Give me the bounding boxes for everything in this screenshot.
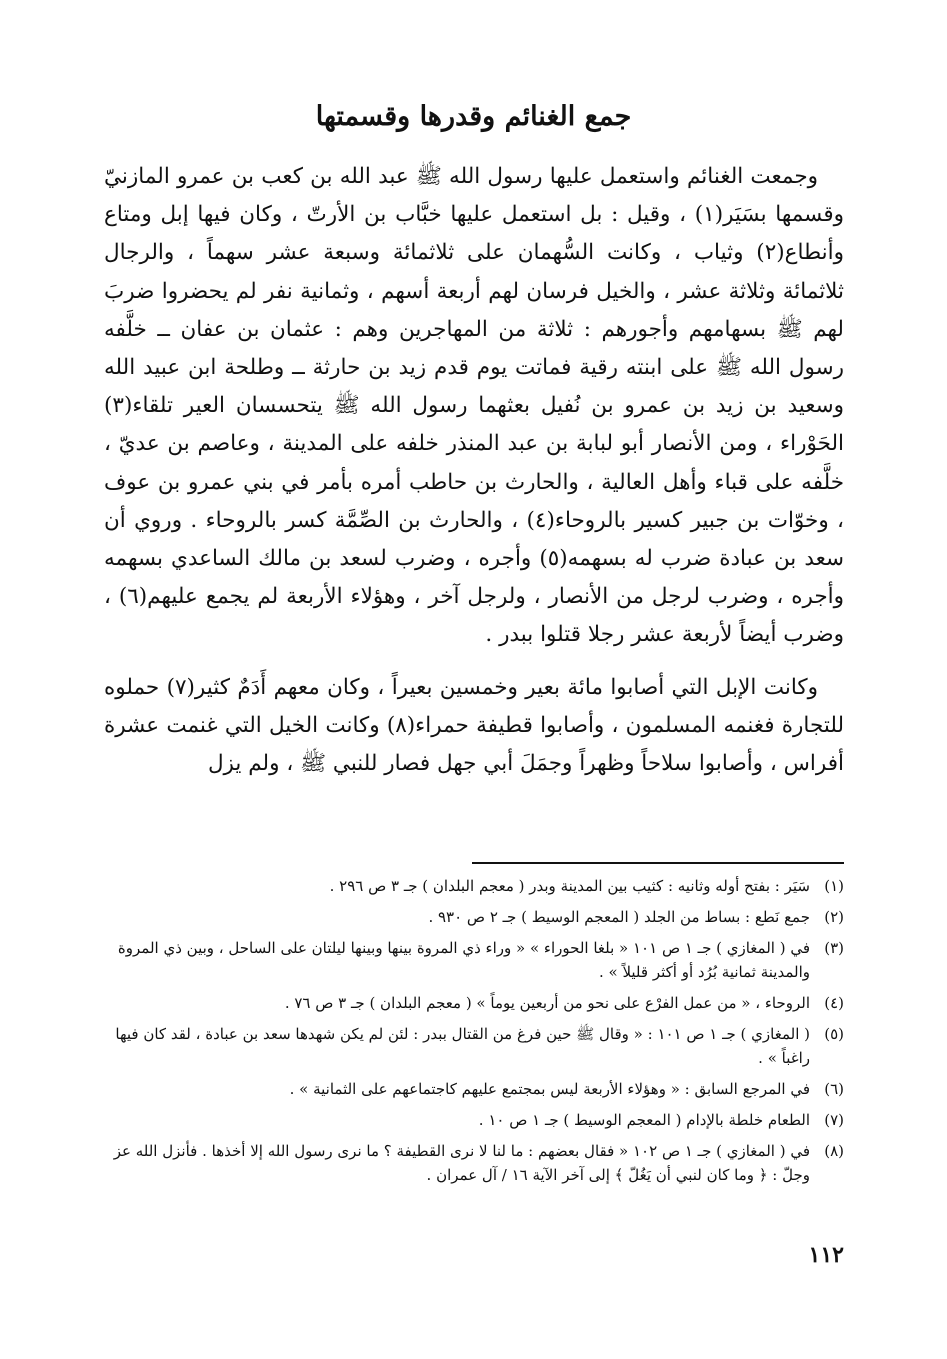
footnote-text: في ( المغازي ) جـ ١ ص ١٠٢ « فقال بعضهم : ما لنا لا نرى القطيفة ؟ ما نرى رسول الله إلا أخذها . فأنزل الله عز وجلّ : ﴿ وما كان لنبي أن يَغُلّ ﴾ إلى آخر الآية ١٦ / آل عمران .: [113, 1142, 810, 1184]
footnote: [104, 991, 844, 1015]
page-number: ١١٢: [808, 1242, 844, 1268]
footnote-number: (٨): [824, 1142, 844, 1160]
footnote-number: (٥): [824, 1025, 844, 1043]
footnote-text: في ( المغازي ) جـ ١ ص ١٠١ « بلغا الحوراء » « وراء ذي المروة بينها وبينها ليلتان على الساحل ، وبين ذي المروة والمدينة ثمانية بُرُد أو أكثر قليلاً » .: [117, 939, 810, 981]
footnote-number: (١): [824, 877, 844, 895]
footnote-divider: [472, 862, 844, 864]
footnote-number: (٧): [824, 1111, 844, 1129]
footnote: [104, 1139, 844, 1187]
footnote: [104, 1108, 844, 1132]
footnote-text: في المرجع السابق : « وهؤلاء الأربعة ليس بمجتمع عليهم كاجتماعهم على الثمانية » .: [289, 1080, 810, 1098]
footnote: [104, 1077, 844, 1101]
footnote: [104, 905, 844, 929]
footnotes-list: [104, 874, 844, 1194]
paragraph: وكانت الإبل التي أصابوا مائة بعير وخمسين بعيراً ، وكان معهم أَدَمٌ كثير(٧) حملوه للتجارة فغنمه المسلمون ، وأصابوا قطيفة حمراء(٨) وكانت الخيل التي غنمت عشرة أفراس ، وأصابوا سلاحاً وظهراً وجمَلَ أبي جهل فصار للنبي ﷺ ، ولم يزل: [104, 674, 844, 777]
footnote-text: ( المغازي ) جـ ١ ص ١٠١ : « وقال ﷺ حين فرغ من القتال ببدر : لئن لم يكن شهدها سعد بن عبادة ، لقد كان فيها راغباً » .: [115, 1025, 810, 1067]
main-text: [104, 158, 844, 783]
footnote: [104, 1022, 844, 1070]
footnote-text: سَيَر : بفتح أوله وثانيه : كثيب بين المدينة وبدر ( معجم البلدان ) جـ ٣ ص ٢٩٦ .: [329, 877, 810, 895]
footnote-text: الطعام خلطة بالإدام ( المعجم الوسيط ) جـ ١ ص ١٠ .: [478, 1111, 810, 1129]
paragraph: وجمعت الغنائم واستعمل عليها رسول الله ﷺ عبد الله بن كعب بن عمرو المازنيّ وقسمها بسَيَر(١) ، وقيل : بل استعمل عليها خبَّاب بن الأرتّ ، وكان فيها إبل ومتاع وأنطاع(٢) وثياب ، وكانت السُّهمان على ثلاثمائة وسبعة عشر سهماً ، والرجال ثلاثمائة وثلاثة عشر ، والخيل فرسان لهم أربعة أسهم ، وثمانية نفر لم يحضروا ضربَ لهم ﷺ بسهامهم وأجورهم : ثلاثة من المهاجرين وهم : عثمان بن عفان ــ خلَّفه رسول الله ﷺ على ابنته رقية فماتت يوم قدم زيد بن حارثة ــ وطلحة ابن عبيد الله وسعيد بن زيد بن عمرو بن نُفيل بعثهما رسول الله ﷺ يتحسسان العير تلقاء(٣) الحَوْراء ، ومن الأنصار أبو لبابة بن عبد المنذر خلفه على المدينة ، وعاصم بن عديّ ، خلَّفه على قباء وأهل العالية ، والحارث بن حاطب أمره بأمر في بني عمرو بن عوف ، وخوّات بن جبير كسير بالروحاء(٤) ، والحارث بن الصِّمَّة كسر بالروحاء . وروي أن سعد بن عبادة ضرب له بسهمه(٥) وأجره ، وضرب لسعد بن مالك الساعدي بسهمه وأجره ، وضرب لرجل من الأنصار ، ولرجل آخر ، وهؤلاء الأربعة لم يجمع عليهم(٦) ، وضرب أيضاً لأربعة عشر رجلا قتلوا ببدر .: [104, 164, 844, 648]
footnote-number: (٢): [824, 908, 844, 926]
footnote-number: (٦): [824, 1080, 844, 1098]
footnote-number: (٣): [824, 939, 844, 957]
footnote-text: جمع نَطع : بساط من الجلد ( المعجم الوسيط ) جـ ٢ ص ٩٣٠ .: [428, 908, 810, 926]
footnote-number: (٤): [824, 994, 844, 1012]
page-title: جمع الغنائم وقدرها وقسمتها: [315, 101, 632, 132]
footnote: [104, 936, 844, 984]
footnote: [104, 874, 844, 898]
footnote-text: الروحاء ، « من عمل الفرْع على نحو من أربعين يوماً » ( معجم البلدان ) جـ ٣ ص ٧٦ .: [284, 994, 810, 1012]
